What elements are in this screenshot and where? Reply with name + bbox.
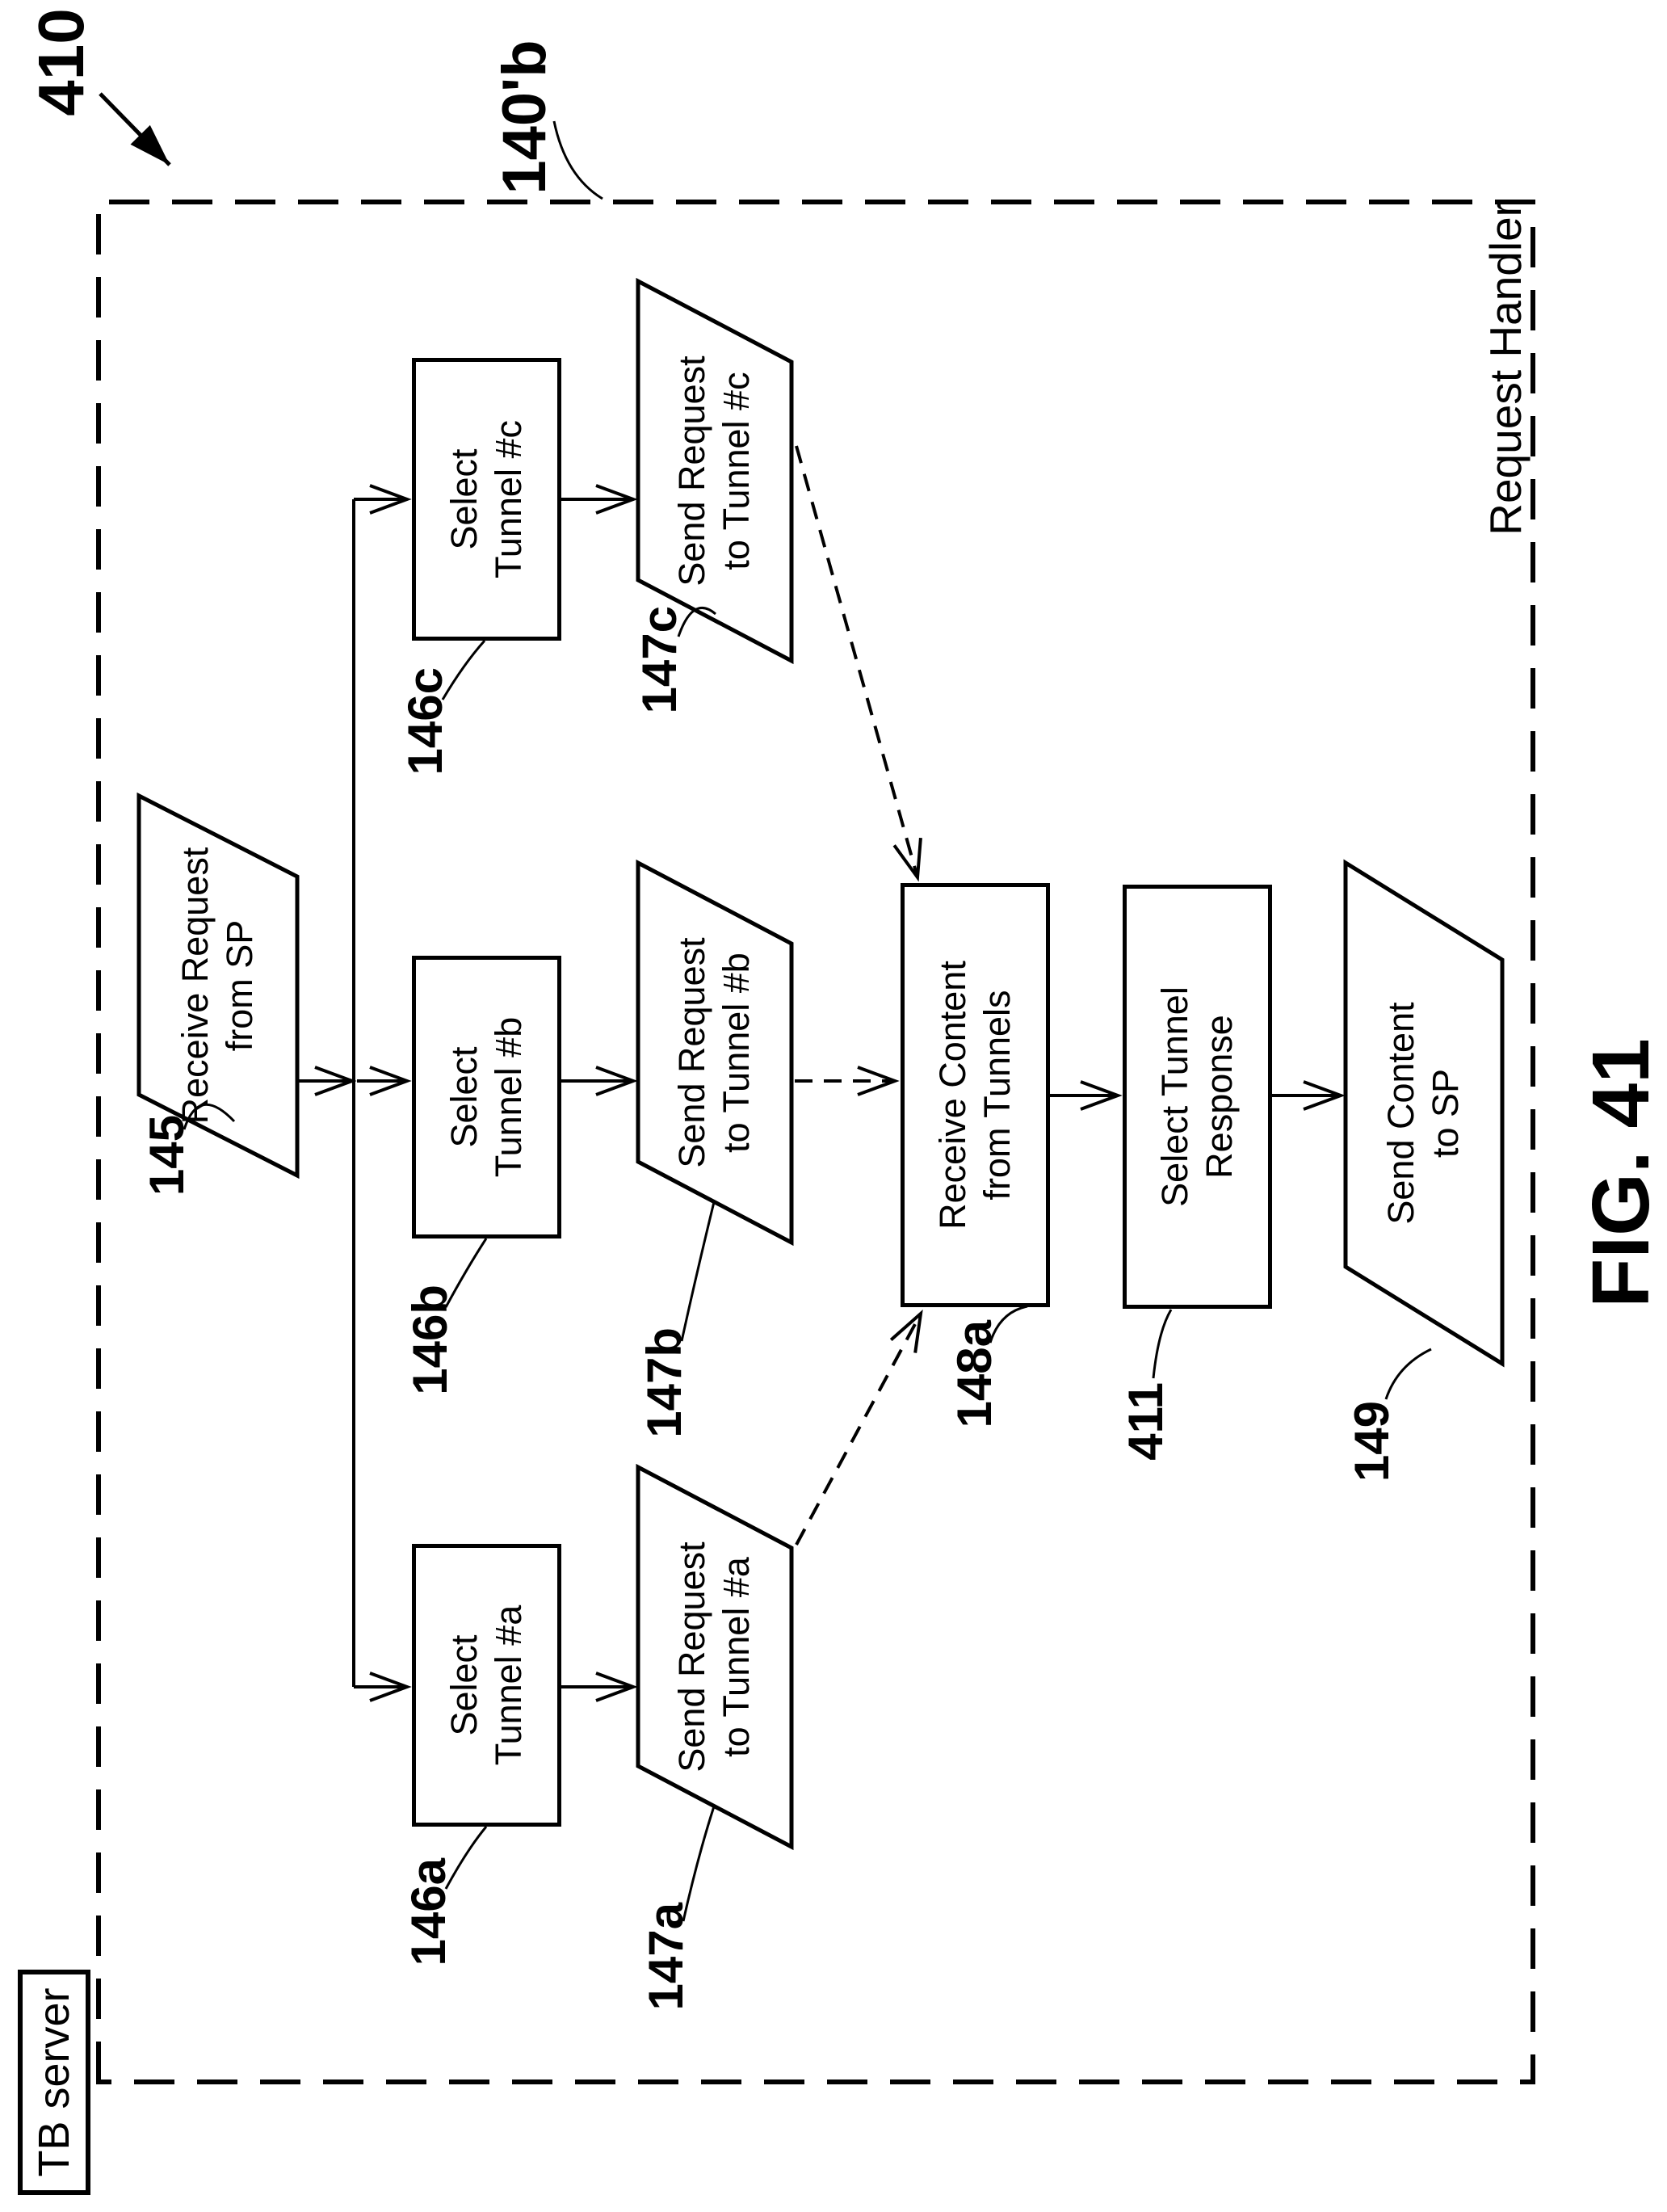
tb-server-box (18, 1970, 90, 2195)
ref-label-145: 145 (140, 1115, 194, 1196)
node-receive-content (901, 883, 1050, 1307)
select-tunnel-a-line1: Select (443, 1634, 485, 1736)
ref-label-146b: 146b (403, 1285, 457, 1395)
ref-147b-leader-line (682, 1202, 714, 1341)
select-tunnel-c-line1: Select (443, 448, 485, 550)
receive-request-line2: from SP (219, 919, 260, 1052)
node-send-content-label (1349, 911, 1499, 1315)
ref-label-146a: 146a (401, 1858, 456, 1966)
send-content-line2: to SP (1425, 1068, 1466, 1159)
ref-label-147a: 147a (639, 1903, 693, 2011)
ref-label-146c: 146c (398, 667, 452, 776)
node-send-request-b-label (640, 883, 789, 1222)
send-request-c-line2: to Tunnel #c (716, 372, 757, 570)
send-content-line1: Send Content (1380, 1002, 1422, 1225)
ref-label-147c: 147c (632, 606, 687, 714)
ref-label-148a: 148a (947, 1320, 1001, 1428)
receive-content-line2: from Tunnels (976, 990, 1018, 1201)
send-request-a-line2: to Tunnel #a (716, 1557, 757, 1757)
ref-410-pointer-arrow (100, 94, 170, 165)
node-send-request-a-label (640, 1487, 789, 1827)
ref-411-leader-line (1153, 1310, 1171, 1378)
request-handler-dashed-boundary (99, 202, 1533, 2082)
dashed-arrow-147c-to-148a (796, 446, 917, 877)
select-tunnel-c-line2: Tunnel #c (487, 420, 529, 578)
ref-label-411: 411 (1119, 1382, 1173, 1461)
receive-request-line1: Receive Request (174, 847, 216, 1125)
send-request-b-line1: Send Request (671, 937, 713, 1168)
select-tunnel-b-line1: Select (443, 1046, 485, 1148)
send-request-a-line1: Send Request (671, 1541, 713, 1773)
send-request-c-line1: Send Request (671, 355, 713, 587)
node-select-response (1123, 885, 1272, 1309)
ref-140b-leader-line (554, 121, 603, 199)
select-response-line2: Response (1198, 1015, 1240, 1179)
node-receive-request-label (141, 816, 295, 1155)
select-response-line1: Select Tunnel (1153, 986, 1195, 1207)
node-select-tunnel-b (412, 956, 561, 1238)
receive-content-line1: Receive Content (931, 961, 973, 1230)
select-tunnel-b-line2: Tunnel #b (487, 1016, 529, 1178)
ref-label-410: 410 (25, 8, 97, 116)
ref-label-140b: 140'b (490, 40, 559, 195)
figure-caption: FIG. 41 (1576, 1038, 1666, 1308)
send-request-b-line2: to Tunnel #b (716, 953, 757, 1153)
tb-server-label: TB server (30, 1987, 78, 2177)
request-handler-label: Request Handler (1480, 202, 1531, 536)
select-tunnel-a-line2: Tunnel #a (487, 1604, 529, 1766)
node-select-tunnel-c (412, 358, 561, 641)
ref-label-147b: 147b (637, 1327, 691, 1438)
node-select-tunnel-a (412, 1544, 561, 1827)
ref-label-149: 149 (1345, 1401, 1399, 1482)
dashed-arrow-147a-to-148a (796, 1314, 921, 1545)
node-send-request-c-label (640, 301, 789, 641)
ref-149-leader-line (1386, 1349, 1431, 1399)
